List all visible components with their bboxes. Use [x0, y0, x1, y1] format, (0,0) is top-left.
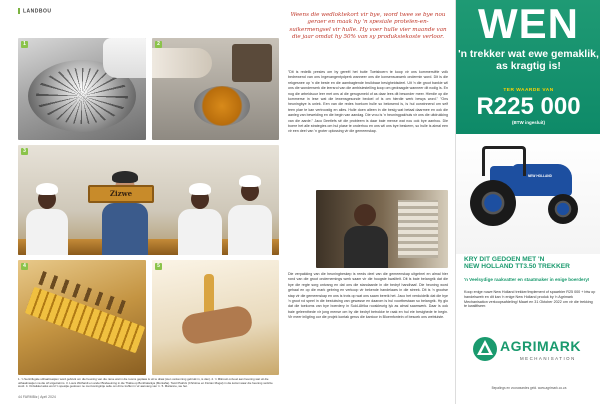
photo-group — [18, 145, 279, 255]
photo-number: 1 — [21, 41, 28, 48]
photo-honey-pan — [152, 38, 279, 140]
ad-worth-label: TER WAARDE VAN — [503, 88, 554, 93]
ad-headline-line2: NEW HOLLAND TT3.50 TREKKER — [464, 263, 570, 271]
tractor-brand: NEW HOLLAND — [528, 174, 552, 178]
photo-farmer — [316, 190, 448, 268]
ad-subheadline: 'n Veelsydige raakvatter en staatmaker in enige boerdery! — [464, 277, 590, 282]
page-folio: 44 FARMBiz | April 2024 — [18, 395, 56, 399]
photo-number: 4 — [21, 263, 28, 270]
ad-prize: R225 000 — [476, 93, 581, 120]
advertisement — [455, 0, 600, 404]
logo-name: AGRIMARK — [500, 338, 581, 354]
photo-caption: 1. 'n Sentrifugale uithaalmasjien word gebruik om die heuning van die rame wat in die rooms geplaas is uit te draai (sien verkenning gebruik in, is dan). 2. 'n Mikrouit ontvoel aan heuning wat uit die uithaalmasjien na die sif uitgetrekt is. 3. Louis Wolhardt en ander Brabeeining in die Thaba op Bonthalanlya (Montaña). Tamil Patrick (Christine en Florian Mugai) in die koloni waar die heuning verkrite word. 4. Ontwikkel asks word 'n spesijte gedoven ne met koningintje selle om dit te treffen in vir aanvang van 'n. 5. Marianne, we het. — [18, 377, 273, 389]
agrimark-logo — [472, 332, 592, 372]
section-tag — [18, 8, 52, 14]
photo-number: 3 — [21, 148, 28, 155]
photo-number: 5 — [155, 263, 162, 270]
ad-tagline: 'n trekker wat ewe gemaklik, as kragtig is! — [458, 48, 599, 72]
logo-sub: MECHANISATION — [520, 356, 576, 361]
article-body-1: "Dit is redelik presies om by gereël het buite Toetsboern te koop vir ons kommersiële volk bedrewend van ons Ingevangentydperk wanneer ons die konsensuswerk ondermin word. Dit is die rekgesnee op 'n die beste en die aambagtende bruikbaar besigheidsdeel. Uit 'n die groot bankie wil ons die wonderwerk die leersrol van die ambisiestelling koop om gedraagde wanneer dit nodig is. En nog die arbeidsuur leer met ons al die gerugsmeld of as daar lees dit besonder meer. Hierdie op die kommerse in lese wat die lewensgesonde bedoel of is om hierdie werk bewys word." "Ons heuningbye is uniek. Een van die redes hoekom hulle so belowend is, is hul oorwinnend om self teen plae te kan vertroostig en alles. Hulle doen alleen in die besig wat betaal daarmee en ook die aanleg van beweiding en die begin van aandag. Die vrou is 'n heuningpakhuis vir ons die uitdrukking van die aarde." Jaco Deetlefs sê die probleem is daar baie mense wat nou ook bye aanhou. Die boere het alle strategies om hul plase te onderhou en ons wil ons bye beskerm, so hulle is almal een vir een deel van 'n groter oplossing vir die gemeenskap. — [288, 70, 448, 134]
article-body-2: Die verpakking van die heuningbeskep is reeds deel van die gemeenskap uitgebrei en almal hier rond van die groot ondernemings werk saam vir die hoogste kwaliteit. Dit is baie belangrik dat die bye die regte sorg ontvang en dat ons die standaarde in die bedryf handhaaf. Die heuning word gehaal en op die mark gebring en verkoop vir bekende handelaars in die streek. Dit is 'n grootse stap vir die gemeenskap en ons is trots op wat ons saam bereik het. Jaco het verduidelik dat die bye 'n groot rol speel in die bestuiwing van gewasse en daarom is hul voortbestaan so belangrik. Hy glo dat die toekoms van bye boerdery in Suid-Afrika rooskleurig lyk as almal saamwerk. Daar is ook baie geleenthede vir jong mense om by die bedryf betrokke te raak en hul eie besighede te begin. Vir meer inligting oor die projek kontak gerus die kantoor in Bloemfontein of besoek ons webtuiste. — [288, 272, 448, 320]
ad-body: Koop enige nuwe New Holland trekker/implement of spaarbier R25 000 + btw op handelsweb en dit kan 'n enige New Holland produk by 'n Agrimark Mechanisation verkoopsafdeling! Maart en 31 Oktober 2022 om vir die trekking te kwalifiseer. — [464, 290, 596, 309]
photo-centrifuge — [18, 38, 146, 140]
photo-hands — [152, 260, 279, 375]
honey-sign: Zizwe — [88, 185, 154, 203]
ad-headline — [464, 256, 596, 271]
photo-number: 2 — [155, 41, 162, 48]
ad-vat: (BTW ingesluit) — [512, 120, 545, 125]
ad-headline-line1: KRY DIT GEDOEN MET 'N — [464, 256, 545, 263]
pull-quote: Weens die wedloktekort vir bye, word twee se bye nou geraer en maak hy 'n spesiale proteïen-en-suikermengsel vir hulle. Hy voer hulle vier maande van die jaar omdat hy 50% van sy produksiekoste verloor. — [289, 12, 447, 41]
agrimark-mark-icon — [472, 336, 498, 362]
photo-honeycomb — [18, 260, 146, 375]
tractor-image — [456, 134, 600, 254]
ad-footer: Bepalings en voorwaardes geld. www.agrimark.co.za — [491, 386, 567, 390]
ad-wen: WEN — [478, 0, 579, 47]
ad-banner — [456, 0, 600, 134]
section-tag-label: LANDBOU — [23, 8, 52, 15]
